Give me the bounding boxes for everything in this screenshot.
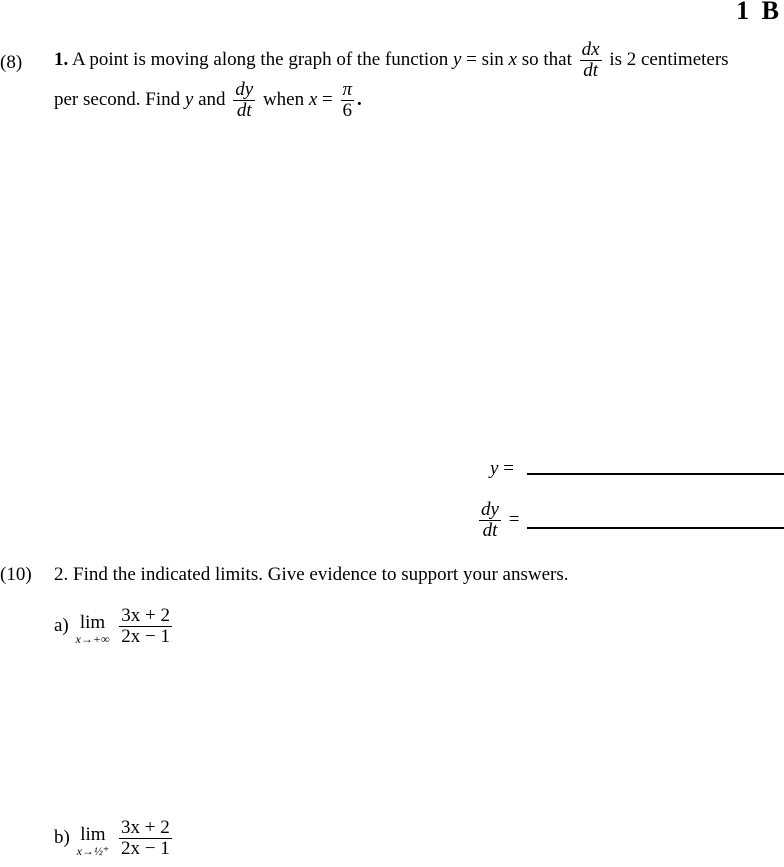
fraction-denominator: 2x − 1 [121,626,170,647]
fraction-numerator: dx [581,39,600,60]
problem1-text-c: is 2 centimeters [609,48,729,70]
answer-dydt-blank[interactable] [527,527,784,529]
problem2-part-a [54,606,175,647]
problem2-text: Find the indicated limits. Give evidence to support your answers. [73,564,569,585]
part-b-label: b) [54,826,70,848]
problem1-text-a: A point is moving along the graph of the function [71,48,449,70]
fraction-dy-dt [479,500,501,541]
problem1-line1 [54,40,729,81]
answer-eq: = [503,508,520,530]
problem1-text-when: when [262,88,305,110]
fraction-numerator: dy [481,499,499,520]
fraction-pi-6 [341,80,355,121]
problem1-points: (8) [0,52,23,73]
problem1-text-b: so that [521,48,572,70]
answer-eq: = [498,458,514,479]
fraction-expression [119,606,172,647]
fraction-denominator: 6 [341,100,355,121]
fraction-denominator: 2x − 1 [121,838,170,859]
problem2-line [54,564,568,586]
problem2-number: 2. [54,564,69,585]
fraction-denominator: dt [479,520,501,541]
fraction-expression [119,818,172,859]
lim-subscript: x→+∞ [75,631,110,646]
lim-word: lim [79,611,106,633]
problem1-text-and: and [198,88,226,110]
fraction-numerator: 3x + 2 [121,817,170,838]
limit-operator [77,825,110,857]
period: . [357,88,362,110]
lim-word: lim [80,823,106,845]
when-eq: = [317,88,338,110]
fraction-numerator: 3x + 2 [121,605,170,626]
var-y: y [452,48,462,70]
problem1-text-d: per second. Find [54,88,181,110]
answer-y-blank[interactable] [527,473,784,475]
page-label: 1 B [736,0,782,25]
func-eq: = sin [461,48,509,70]
var-x: x [508,48,517,70]
problem2-points: (10) [0,564,32,585]
fraction-numerator: dy [235,79,254,100]
var-y: y [184,88,194,110]
part-a-label: a) [54,614,69,636]
answer-dydt-label [476,500,519,541]
fraction-dy-dt [233,80,255,121]
fraction-denominator: dt [233,100,255,121]
problem1-line2 [54,80,362,121]
problem2-part-b [54,818,175,859]
lim-subscript: x→½⁺ [76,843,110,858]
fraction-dx-dt [580,40,602,81]
var-x: x [308,88,318,110]
fraction-numerator: π [342,79,353,100]
problem1-number: 1. [54,48,69,70]
limit-operator [76,613,110,645]
fraction-denominator: dt [580,60,602,81]
answer-y-label [490,458,514,480]
var-y: y [490,458,499,479]
